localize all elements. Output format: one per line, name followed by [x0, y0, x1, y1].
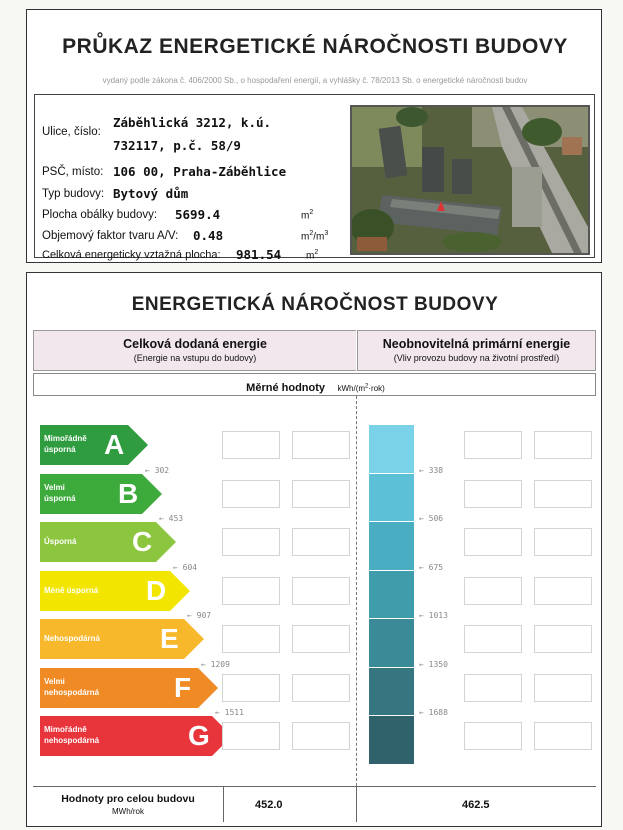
energy-class-b-letter: B — [118, 477, 139, 509]
delivered-placeholder — [222, 528, 280, 556]
energy-class-f-letter: F — [174, 671, 192, 703]
street-value-line1: Záběhlická 3212, k.ú. — [113, 115, 272, 130]
area-label: Plocha obálky budovy: — [42, 209, 158, 221]
primary-placeholder — [534, 480, 592, 508]
delivered-placeholder — [222, 431, 280, 459]
primary-placeholder — [534, 528, 592, 556]
street-value-line2: 732117, p.č. 58/9 — [113, 138, 241, 153]
primary-placeholder — [464, 722, 522, 750]
energy-class-b-label-line2: úsporná — [44, 493, 76, 503]
energy-class-a-label-line2: úsporná — [44, 445, 76, 454]
delivered-tick: ← 453 — [159, 514, 184, 523]
delivered-energy-subtitle: (Energie na vstupu do budovy) — [133, 353, 257, 363]
primary-tick: ← 675 — [419, 562, 444, 572]
primary-energy-bar-segment — [369, 474, 414, 523]
delivered-placeholder — [292, 431, 350, 459]
building-info-box — [34, 94, 595, 262]
energy-class-g-letter: G — [188, 720, 210, 751]
primary-placeholder — [464, 674, 522, 702]
energy-class-d-letter: D — [146, 574, 167, 606]
factor-value: 0.48 — [193, 228, 224, 243]
energy-class-g-label-line2: nehospodárná — [44, 736, 100, 745]
energy-class-g-label: Mimořádně — [44, 725, 87, 734]
specific-values-unit: kWh/$(m^2\cdot rok)$ — [337, 383, 385, 393]
type-value: Bytový dům — [113, 186, 189, 201]
energy-class-e-label: Nehospodárná — [44, 634, 101, 643]
street-label: Ulice, číslo: — [42, 126, 101, 138]
whole-building-primary-value: 462.5 — [462, 799, 490, 811]
factor-label: Objemový faktor tvaru A/V: — [42, 230, 179, 242]
primary-placeholder — [534, 431, 592, 459]
whole-building-delivered-value: 452.0 — [255, 799, 283, 811]
primary-placeholder — [534, 577, 592, 605]
energy-performance-title: ENERGETICKÁ NÁROČNOST BUDOVY — [131, 294, 499, 315]
delivered-placeholder — [292, 674, 350, 702]
delivered-tick: ← 1511 — [215, 708, 244, 717]
delivered-tick: ← 907 — [187, 611, 212, 620]
primary-placeholder — [534, 722, 592, 750]
delivered-placeholder — [222, 722, 280, 750]
delivered-placeholder — [222, 674, 280, 702]
certificate-title: PRŮKAZ ENERGETICKÉ NÁROČNOSTI BUDOVY — [62, 35, 568, 58]
primary-placeholder — [464, 528, 522, 556]
psc-value: 106 00, Praha-Záběhlice — [113, 164, 287, 179]
energy-class-f-label: Velmi — [44, 676, 65, 686]
delivered-energy-header — [33, 330, 356, 371]
energy-class-c-label: Úsporná — [44, 537, 77, 546]
primary-placeholder — [464, 625, 522, 653]
delivered-placeholder — [292, 528, 350, 556]
certificate-subtitle: vydaný podle zákona č. 406/2000 Sb., o hospodaření energií, a vyhlášky č. 78/2013 Sb. o energetické náročnosti budov — [102, 76, 528, 85]
primary-energy-header — [357, 330, 596, 371]
energy-class-f-label-line2: nehospodárná — [44, 687, 100, 697]
primary-tick: ← 338 — [419, 465, 444, 475]
delivered-energy-title: Celková dodaná energie — [123, 337, 267, 351]
primary-energy-bar-segment — [369, 668, 414, 717]
primary-placeholder — [464, 431, 522, 459]
whole-building-label: Hodnoty pro celou budovu — [61, 793, 195, 805]
delivered-placeholder — [222, 577, 280, 605]
delivered-tick: ← 604 — [173, 562, 198, 572]
factor-unit: $m^2/m^3$ — [301, 230, 329, 243]
primary-placeholder — [464, 577, 522, 605]
primary-energy-bar-segment — [369, 619, 414, 668]
primary-energy-subtitle: (Vliv provozu budovy na životní prostředí) — [393, 353, 560, 363]
type-label: Typ budovy: — [42, 188, 105, 200]
area-unit: $m^2$ — [301, 209, 314, 222]
delivered-placeholder — [292, 722, 350, 750]
primary-tick: ← 1350 — [419, 659, 448, 669]
delivered-placeholder — [292, 577, 350, 605]
primary-energy-bar-segment — [369, 425, 414, 474]
energy-class-a-label: Mimořádně — [44, 434, 87, 443]
delivered-tick: ← 302 — [145, 465, 170, 475]
primary-energy-bar-segment — [369, 522, 414, 571]
delivered-placeholder — [222, 625, 280, 653]
primary-energy-title: Neobnovitelná primární energie — [382, 337, 571, 351]
specific-values-label: Měrné hodnoty — [246, 382, 326, 394]
energy-class-e-letter: E — [160, 623, 179, 654]
energy-class-b-label: Velmi — [44, 482, 65, 492]
primary-tick: ← 1688 — [419, 708, 448, 717]
energy-class-a-letter: A — [104, 429, 125, 460]
primary-tick: ← 1013 — [419, 611, 448, 620]
delivered-placeholder — [292, 480, 350, 508]
whole-building-row — [33, 786, 596, 822]
energy-class-c-letter: C — [132, 526, 153, 557]
area-value: 5699.4 — [175, 207, 221, 222]
primary-placeholder — [534, 674, 592, 702]
aerial-photo-image — [352, 107, 588, 253]
delivered-tick: ← 1209 — [201, 659, 230, 669]
psc-label: PSČ, místo: — [42, 166, 104, 178]
energy-class-d-label: Méně úsporná — [44, 585, 99, 595]
specific-values-row — [33, 373, 596, 396]
column-divider — [356, 396, 357, 786]
delivered-placeholder — [222, 480, 280, 508]
certificate-header-card — [26, 9, 602, 263]
primary-energy-bar-segment — [369, 716, 414, 765]
energy-area-value: 981.54 — [236, 247, 282, 262]
energy-performance-card — [26, 272, 602, 827]
whole-building-unit: MWh/rok — [112, 807, 144, 816]
primary-tick: ← 506 — [419, 514, 444, 523]
primary-energy-bar-segment — [369, 571, 414, 620]
delivered-placeholder — [292, 625, 350, 653]
primary-placeholder — [464, 480, 522, 508]
energy-area-label: Celková energeticky vztažná plocha: — [42, 249, 221, 261]
building-aerial-photo — [350, 105, 590, 255]
primary-placeholder — [534, 625, 592, 653]
energy-area-unit: $m^2$ — [306, 249, 319, 262]
